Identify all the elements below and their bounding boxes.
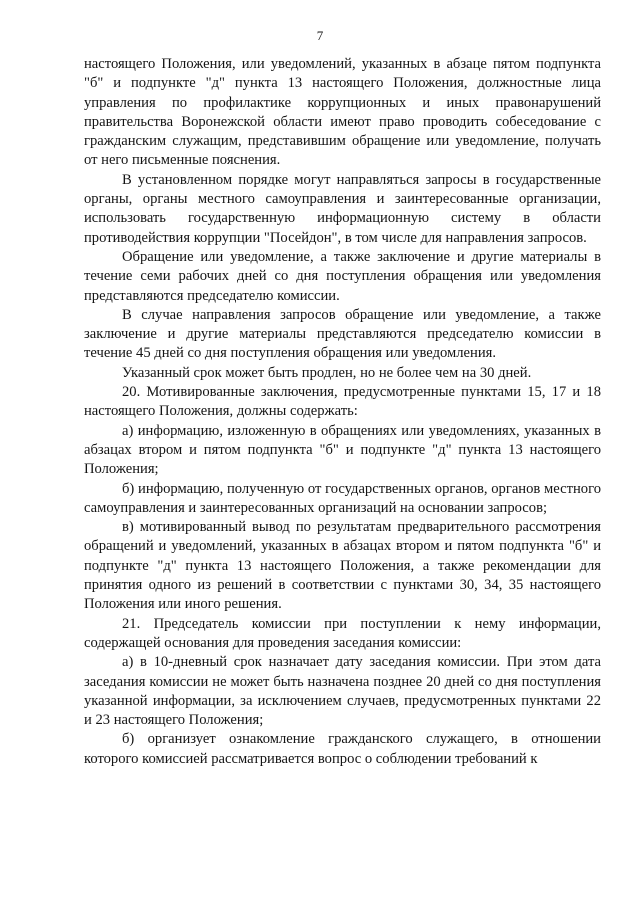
paragraph-extension: Указанный срок может быть продлен, но не более чем на 30 дней. (122, 364, 532, 381)
paragraph-item-20-v: в) мотивированный вывод по результатам предварительного рассмотрения обращений и уведомлений, указанных в абзацах втором и пятом подпункта "б" и подпункте "д" пункта 13 настоящего Положения, а также рекомендации для принятия одного из решений в соответствии с пунктами 30, 34, 35 настоящего Положения или иного решения. (84, 519, 601, 613)
paragraph-item-20-a: а) информацию, изложенную в обращениях или уведомлениях, указанных в абзацах втором и пятом подпункта "б" и подпункте "д" пункта 13 настоящего Положения; (84, 422, 601, 478)
paragraph-item-21-a: а) в 10-дневный срок назначает дату заседания комиссии. При этом дата заседания комиссии не может быть назначена позднее 20 дней со дня поступления указанной информации, за исключением случаев, предусмотренных пунктами 22 и 23 настоящего Положения; (84, 654, 601, 729)
paragraph-requests: В установленном порядке могут направляться запросы в государственные органы, органы местного самоуправления и заинтересованные организации, использовать государственную информационную систему в области противодействия коррупции "Посейдон", в том числе для направления запросов. (84, 171, 601, 246)
paragraph-item-21: 21. Председатель комиссии при поступлении к нему информации, содержащей основания для проведения заседания комиссии: (84, 615, 601, 651)
page-number: 7 (316, 28, 324, 43)
paragraph-item-21-b: б) организует ознакомление гражданского служащего, в отношении которого комиссией рассматривается вопрос о соблюдении требований к (84, 731, 601, 767)
paragraph-item-20: 20. Мотивированные заключения, предусмотренные пунктами 15, 17 и 18 настоящего Положения, должны содержать: (84, 384, 601, 420)
document-body (84, 55, 601, 769)
paragraph-45-days: В случае направления запросов обращение или уведомление, а также заключение и другие материалы представляются председателю комиссии в течение 45 дней со дня поступления обращения или уведомления. (84, 306, 601, 362)
paragraph-continuation: настоящего Положения, или уведомлений, указанных в абзаце пятом подпункта "б" и подпункте "д" пункта 13 настоящего Положения, должностные лица управления по профилактике коррупционных и иных правонарушений правительства Воронежской области имеют право проводить собеседование с гражданским служащим, представившим обращение или уведомление, получать от него письменные пояснения. (84, 56, 601, 169)
paragraph-item-20-b: б) информацию, полученную от государственных органов, органов местного самоуправления и заинтересованных организаций на основании запросов; (84, 480, 601, 516)
paragraph-submission-deadline: Обращение или уведомление, а также заключение и другие материалы в течение семи рабочих дней со дня поступления обращения или уведомления представляются председателю комиссии. (84, 248, 601, 304)
